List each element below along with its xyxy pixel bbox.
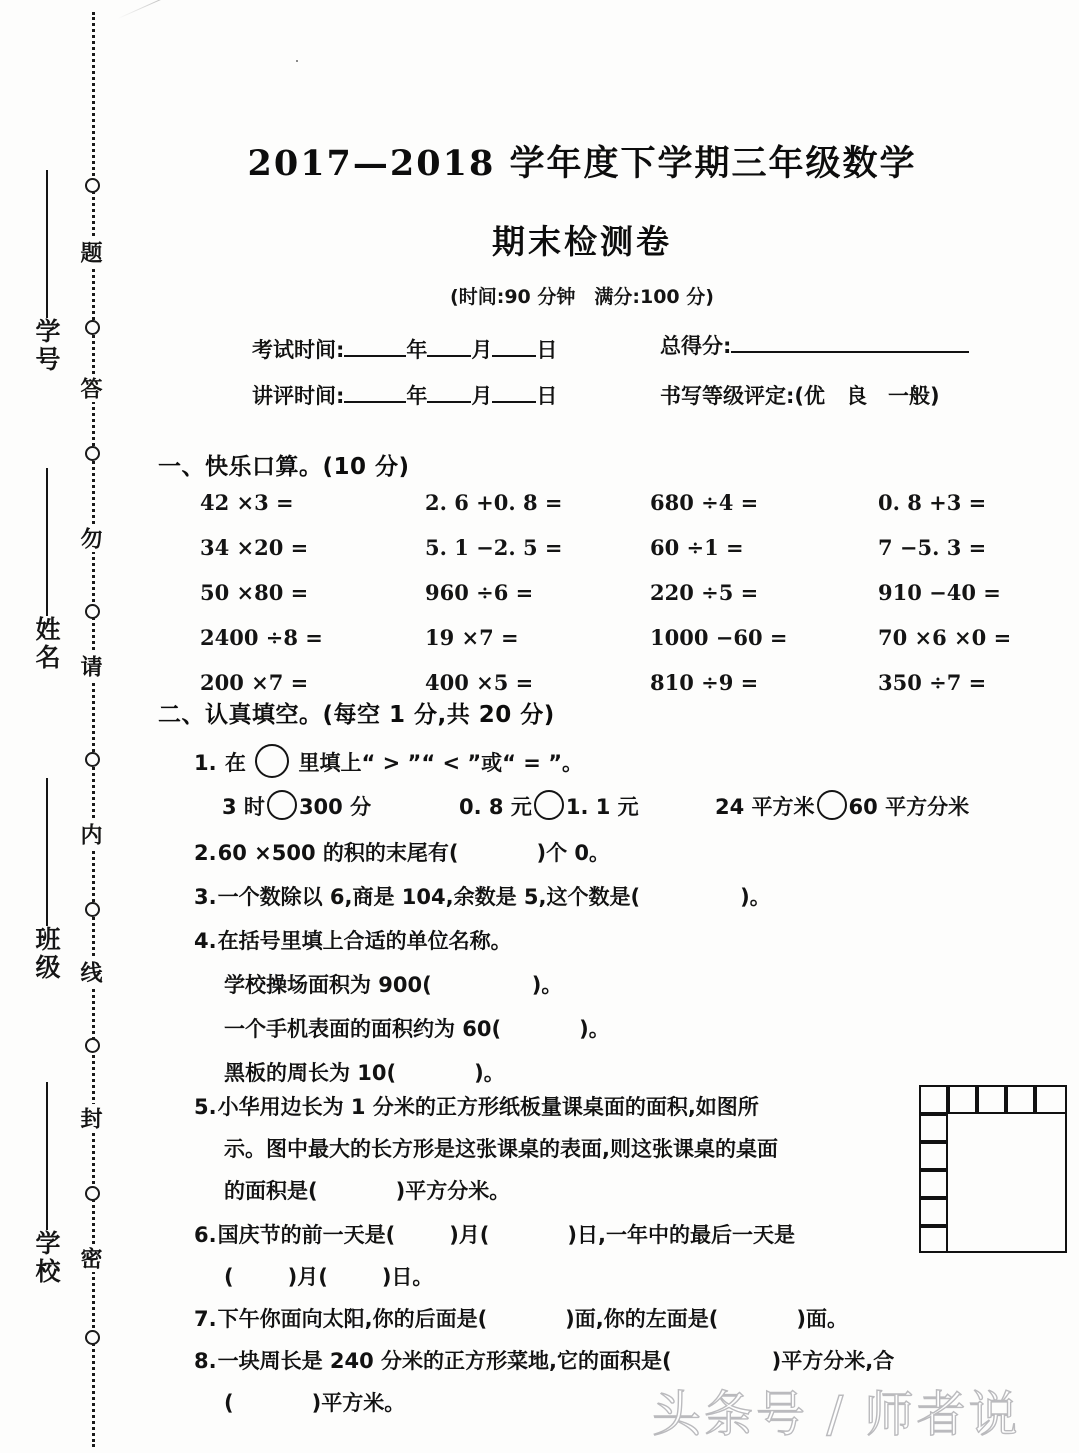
question-4-item-2-text-a: 一个手机表面的面积约为 60( bbox=[224, 1017, 502, 1041]
review-time-row bbox=[252, 380, 557, 410]
question-3 bbox=[194, 880, 771, 914]
compare-1-left: 3 时 bbox=[222, 795, 265, 819]
exam-meta: (时间:90 分钟 满分:100 分) bbox=[450, 286, 714, 308]
seal-ring-1 bbox=[85, 178, 100, 193]
compare-1-right: 300 分 bbox=[298, 795, 372, 819]
handwriting-grade-row: 书写等级评定:(优 良 一般) bbox=[660, 384, 940, 408]
seal-field-name: 姓名 bbox=[32, 616, 61, 672]
calc-item[interactable]: 810 ÷9 = bbox=[650, 670, 759, 695]
compare-3-left: 24 平方米 bbox=[715, 795, 815, 819]
compare-circle-icon[interactable] bbox=[267, 790, 297, 820]
exam-time-month-unit: 月 bbox=[471, 338, 493, 362]
question-6-text-1a: 国庆节的前一天是( bbox=[217, 1223, 396, 1247]
seal-char-da: 答 bbox=[79, 374, 105, 402]
calc-item[interactable]: 350 ÷7 = bbox=[878, 670, 987, 695]
question-7-text-a: 下午你面向太阳,你的后面是( bbox=[217, 1307, 488, 1331]
review-time-year-blank[interactable] bbox=[344, 401, 406, 403]
question-2 bbox=[194, 836, 610, 870]
compare-circle-icon[interactable] bbox=[817, 790, 847, 820]
calc-item[interactable]: 680 ÷4 = bbox=[650, 490, 759, 515]
grid-cell bbox=[919, 1226, 948, 1253]
question-5-number: 5. bbox=[194, 1095, 217, 1119]
question-7 bbox=[194, 1302, 848, 1336]
question-3-number: 3. bbox=[194, 885, 217, 909]
seal-char-qing: 请 bbox=[79, 652, 105, 680]
grid-cell bbox=[919, 1085, 948, 1114]
question-2-number: 2. bbox=[194, 841, 217, 865]
question-5-line-2: 示。图中最大的长方形是这张课桌的表面,则这张课桌的桌面 bbox=[224, 1137, 778, 1161]
question-8-text-2b: )平方米。 bbox=[311, 1391, 406, 1415]
question-4-item-1 bbox=[224, 968, 562, 1002]
review-time-label: 讲评时间: bbox=[252, 384, 345, 408]
seal-ring-6 bbox=[85, 902, 100, 917]
question-4-item-2 bbox=[224, 1012, 610, 1046]
question-4 bbox=[194, 924, 512, 958]
question-1-stem-b: 里填上“ > ”“ < ”或“ = ”。 bbox=[298, 751, 583, 775]
seal-ring-5 bbox=[85, 752, 100, 767]
calc-item[interactable]: 7 −5. 3 = bbox=[878, 535, 987, 560]
question-8-line-2 bbox=[224, 1386, 405, 1420]
review-time-day-unit: 日 bbox=[536, 384, 558, 408]
seal-char-ti: 题 bbox=[79, 238, 105, 266]
calc-item[interactable]: 1000 −60 = bbox=[650, 625, 788, 650]
question-6-text-1c: )日,一年中的最后一天是 bbox=[567, 1223, 795, 1247]
grid-cell bbox=[919, 1170, 948, 1198]
desk-area-grid-figure bbox=[919, 1085, 1067, 1253]
class-rule bbox=[46, 778, 48, 926]
compare-2-left: 0. 8 元 bbox=[459, 795, 532, 819]
seal-ring-9 bbox=[85, 1330, 100, 1345]
seal-char-xian: 线 bbox=[79, 958, 105, 986]
question-1-compare-3 bbox=[715, 790, 969, 824]
exam-time-year-blank[interactable] bbox=[344, 355, 406, 357]
exam-time-day-blank[interactable] bbox=[492, 355, 536, 357]
calc-item[interactable]: 2. 6 +0. 8 = bbox=[425, 490, 563, 515]
question-6-number: 6. bbox=[194, 1223, 217, 1247]
question-7-text-c: )面。 bbox=[796, 1307, 848, 1331]
question-8-text-1a: 一块周长是 240 分米的正方形菜地,它的面积是( bbox=[217, 1349, 672, 1373]
seal-ring-8 bbox=[85, 1186, 100, 1201]
question-1 bbox=[194, 744, 583, 780]
question-7-text-b: )面,你的左面是( bbox=[565, 1307, 719, 1331]
question-3-text-a: 一个数除以 6,商是 104,余数是 5,这个数是( bbox=[217, 885, 641, 909]
question-4-item-1-text-a: 学校操场面积为 900( bbox=[224, 973, 432, 997]
seal-char-feng: 封 bbox=[79, 1104, 105, 1132]
compare-circle-icon[interactable] bbox=[255, 744, 289, 778]
student-id-rule bbox=[46, 170, 48, 318]
total-score-label: 总得分: bbox=[660, 334, 732, 358]
question-6-line-1 bbox=[194, 1218, 795, 1252]
seal-field-school: 学校 bbox=[32, 1230, 61, 1286]
calc-item[interactable]: 19 ×7 = bbox=[425, 625, 519, 650]
sealing-margin bbox=[0, 0, 152, 1453]
seal-ring-7 bbox=[85, 1038, 100, 1053]
question-5-text-line-3b: )平方分米。 bbox=[395, 1179, 511, 1203]
calc-item[interactable]: 60 ÷1 = bbox=[650, 535, 744, 560]
calc-item[interactable]: 200 ×7 = bbox=[200, 670, 309, 695]
question-4-item-1-text-b: )。 bbox=[531, 973, 563, 997]
question-1-stem-a: 在 bbox=[224, 751, 246, 775]
section-heading-one: 一、快乐口算。(10 分) bbox=[158, 454, 410, 480]
grid-cell bbox=[977, 1085, 1006, 1114]
question-3-text-b: )。 bbox=[740, 885, 771, 909]
question-6-text-1b: )月( bbox=[449, 1223, 490, 1247]
question-5-text-line-1: 小华用边长为 1 分米的正方形纸板量课桌面的面积,如图所 bbox=[217, 1095, 759, 1119]
total-score-row bbox=[660, 330, 969, 360]
section-heading-two: 二、认真填空。(每空 1 分,共 20 分) bbox=[158, 702, 555, 728]
school-rule bbox=[46, 1082, 48, 1230]
question-4-stem: 在括号里填上合适的单位名称。 bbox=[217, 929, 512, 953]
review-time-month-blank[interactable] bbox=[427, 401, 471, 403]
question-2-text-b: )个 0。 bbox=[536, 841, 610, 865]
review-time-month-unit: 月 bbox=[471, 384, 493, 408]
watermark-text: 头条号 / 师者说 bbox=[652, 1386, 1021, 1443]
question-4-number: 4. bbox=[194, 929, 217, 953]
page-title: 2017—2018 学年度下学期三年级数学 bbox=[247, 143, 917, 184]
question-1-compare-2 bbox=[459, 790, 639, 824]
question-6-text-2c: )日。 bbox=[381, 1265, 434, 1289]
review-time-day-blank[interactable] bbox=[492, 401, 536, 403]
question-6-text-2b: )月( bbox=[287, 1265, 328, 1289]
seal-field-class: 班级 bbox=[32, 926, 61, 982]
calc-item[interactable]: 42 ×3 = bbox=[200, 490, 294, 515]
grid-cell bbox=[1006, 1085, 1035, 1114]
compare-2-right: 1. 1 元 bbox=[565, 795, 639, 819]
calc-item[interactable]: 910 −40 = bbox=[878, 580, 1001, 605]
grid-cell bbox=[919, 1142, 948, 1170]
question-6-line-2 bbox=[224, 1260, 433, 1294]
question-1-number: 1. bbox=[194, 751, 217, 775]
grid-cell bbox=[919, 1114, 948, 1142]
question-5-line-3 bbox=[224, 1174, 510, 1208]
grid-cell bbox=[948, 1085, 977, 1114]
exam-time-day-unit: 日 bbox=[536, 338, 558, 362]
exam-time-year-unit: 年 bbox=[406, 338, 428, 362]
question-8-text-1b: )平方分米,合 bbox=[771, 1349, 895, 1373]
calc-item[interactable]: 960 ÷6 = bbox=[425, 580, 534, 605]
compare-3-right: 60 平方分米 bbox=[848, 795, 970, 819]
question-5-line-1 bbox=[194, 1090, 759, 1124]
seal-char-nei: 内 bbox=[79, 820, 105, 848]
question-8-number: 8. bbox=[194, 1349, 217, 1373]
calc-item[interactable]: 34 ×20 = bbox=[200, 535, 309, 560]
question-6-text-2a: ( bbox=[224, 1265, 234, 1289]
seal-ring-4 bbox=[85, 604, 100, 619]
seal-ring-3 bbox=[85, 446, 100, 461]
seal-dotted-line bbox=[92, 12, 95, 1447]
question-4-item-2-text-b: )。 bbox=[579, 1017, 610, 1041]
question-1-compare-1 bbox=[222, 790, 371, 824]
question-4-item-3-text-a: 黑板的周长为 10( bbox=[224, 1061, 397, 1085]
calc-item[interactable]: 2400 ÷8 = bbox=[200, 625, 323, 650]
question-7-number: 7. bbox=[194, 1307, 217, 1331]
seal-char-mi: 密 bbox=[79, 1244, 105, 1272]
name-rule bbox=[46, 468, 48, 616]
calc-item[interactable]: 50 ×80 = bbox=[200, 580, 309, 605]
question-5-text-line-3a: 的面积是( bbox=[224, 1179, 318, 1203]
seal-char-wu: 勿 bbox=[79, 524, 105, 552]
question-8-text-2a: ( bbox=[224, 1391, 234, 1415]
calc-item[interactable]: 400 ×5 = bbox=[425, 670, 534, 695]
question-2-text-a: 60 ×500 的积的末尾有( bbox=[217, 841, 459, 865]
compare-circle-icon[interactable] bbox=[534, 790, 564, 820]
seal-field-student-id: 学号 bbox=[32, 318, 61, 374]
review-time-year-unit: 年 bbox=[406, 384, 428, 408]
calc-item[interactable]: 220 ÷5 = bbox=[650, 580, 759, 605]
exam-content bbox=[152, 0, 1079, 1453]
exam-time-label: 考试时间: bbox=[252, 338, 345, 362]
grid-cell bbox=[1035, 1085, 1067, 1114]
total-score-blank[interactable] bbox=[731, 351, 969, 353]
question-4-item-3 bbox=[224, 1056, 505, 1090]
calc-item[interactable]: 70 ×6 ×0 = bbox=[878, 625, 1012, 650]
calc-item[interactable]: 0. 8 +3 = bbox=[878, 490, 987, 515]
question-4-item-3-text-b: )。 bbox=[474, 1061, 505, 1085]
grid-cell bbox=[919, 1198, 948, 1226]
exam-time-row bbox=[252, 334, 557, 364]
seal-ring-2 bbox=[85, 320, 100, 335]
question-8-line-1 bbox=[194, 1344, 894, 1378]
calc-item[interactable]: 5. 1 −2. 5 = bbox=[425, 535, 563, 560]
page-subtitle: 期末检测卷 bbox=[492, 222, 672, 261]
exam-time-month-blank[interactable] bbox=[427, 355, 471, 357]
